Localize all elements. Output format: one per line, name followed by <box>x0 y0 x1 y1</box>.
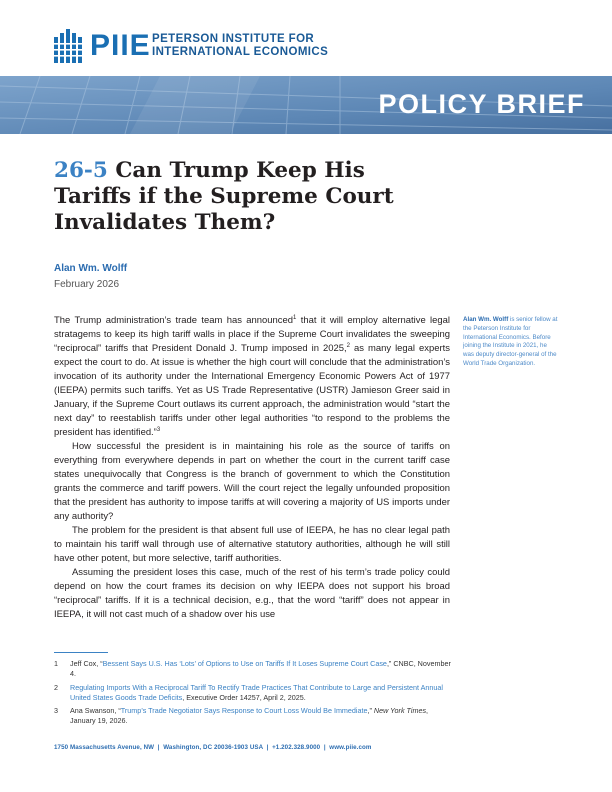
paragraph <box>54 314 450 440</box>
paragraph: How successful the president is in maintaining his role as the source of tariffs on everything from everywhere depends in part on whether the court in the current tariff case states unequivocally that Congress is the branch of government to which the Constitution grants the commerce and tariff powers. Will the court reject the legally unfounded proposition that the president has authority to impose tariffs at will covering a majority of US imports under any authority? <box>54 441 450 522</box>
footnote-divider <box>54 652 108 653</box>
author-bio-name: Alan Wm. Wolff <box>463 316 509 323</box>
footnote-text <box>70 683 454 703</box>
institute-name <box>152 33 328 59</box>
brief-title <box>54 158 434 236</box>
footnote-publication: New York Times <box>373 706 427 715</box>
footnote <box>54 706 454 726</box>
publication-date: February 2026 <box>54 279 120 290</box>
footnote <box>54 683 454 703</box>
logo-wordmark: PIIE <box>90 29 151 62</box>
institute-name-line2: INTERNATIONAL ECONOMICS <box>152 46 329 58</box>
footnote-text-run: Ana Swanson, “ <box>70 706 121 715</box>
footnote-text <box>70 659 454 679</box>
author-bio <box>463 316 559 369</box>
institute-name-line1: PETERSON INSTITUTE FOR <box>152 33 315 45</box>
footnote-text-run: Jeff Cox, “ <box>70 659 103 668</box>
footnote-number: 3 <box>54 706 58 715</box>
author-bio-text: is senior fellow at the Peterson Institute for International Economics. Before joining the Institute in 2021, he was deputy director-general of the World Trade Organization. <box>463 316 558 367</box>
footnote-number: 1 <box>54 659 58 668</box>
footnote <box>54 659 454 679</box>
brief-title-text: Can Trump Keep His Tariffs if the Supreme Court Invalidates Them? <box>54 158 394 235</box>
footnote-text <box>70 706 454 726</box>
footnote-link[interactable]: Regulating Imports With a Reciprocal Tariff To Rectify Trade Practices That Contribute to Large and Persistent Annual United States Goods Trade Deficits <box>70 683 444 702</box>
paragraph: The problem for the president is that absent full use of IEEPA, he has no clear legal path to maintain his tariff wall through use of alternative statutory authorities, although he will still have other potent, but more selective, tariff authorities. <box>54 525 450 564</box>
footnote-ref[interactable]: 3 <box>156 426 161 433</box>
footnote-link[interactable]: Trump’s Trade Negotiator Says Response to Court Loss Would Be Immediate <box>120 706 368 715</box>
author-name: Alan Wm. Wolff <box>54 263 128 274</box>
piie-logo-icon <box>54 27 84 65</box>
footnote-ref[interactable]: 1 <box>293 314 297 321</box>
body-text-run: that it will employ alternative legal stratagems to keep its high tariff walls in place if the Supreme Court invalidates the sweeping “reciprocal” tariffs that President Donald J. Trump imposed in 2025, <box>54 315 450 354</box>
body-text-run: as many legal experts expect the court to do. At issue is whether the high court will conclude that the administration’s invocation of its authority under the International Emergency Economic Powers Act of 1977 (IEEPA) permits such tariffs. Yet as US Trade Representative (USTR) Jamieson Greer said in January, if the Supreme Court outlaws its current approach, the administration would “start the next day” to reestablish tariffs under other legal authorities “to respond to the problems the president has identified.” <box>54 343 451 438</box>
footnote-text-run: ,” <box>367 706 372 715</box>
footnote-text-run: ,” CNBC, November 4. <box>70 659 451 678</box>
footnote-ref[interactable]: 2 <box>346 342 350 349</box>
body-text <box>54 314 450 622</box>
policy-brief-title: POLICY BRIEF <box>378 89 585 119</box>
footnote-text-run: , Executive Order 14257, April 2, 2025. <box>182 693 306 702</box>
footnote-number: 2 <box>54 683 58 692</box>
brief-number: 26-5 <box>54 158 108 183</box>
footer-address: 1750 Massachusetts Avenue, NW | Washington, DC 20036-1903 USA | +1.202.328.9000 | www.piie.com <box>54 744 372 751</box>
body-text-run: The Trump administration’s trade team has announced <box>54 315 293 326</box>
paragraph: Assuming the president loses this case, much of the rest of his term’s trade policy could depend on how the court frames its decision on why IEEPA does not support his broad “reciprocal” tariffs. If it is a technical decision, e.g., that the word “tariff” does not appear in IEEPA, it will not cast much of a shadow over his use <box>54 567 450 620</box>
footnote-link[interactable]: Bessent Says U.S. Has ‘Lots’ of Options to Use on Tariffs If It Loses Supreme Court Case <box>102 659 387 668</box>
footnote-text-run: , January 19, 2026. <box>70 706 429 725</box>
